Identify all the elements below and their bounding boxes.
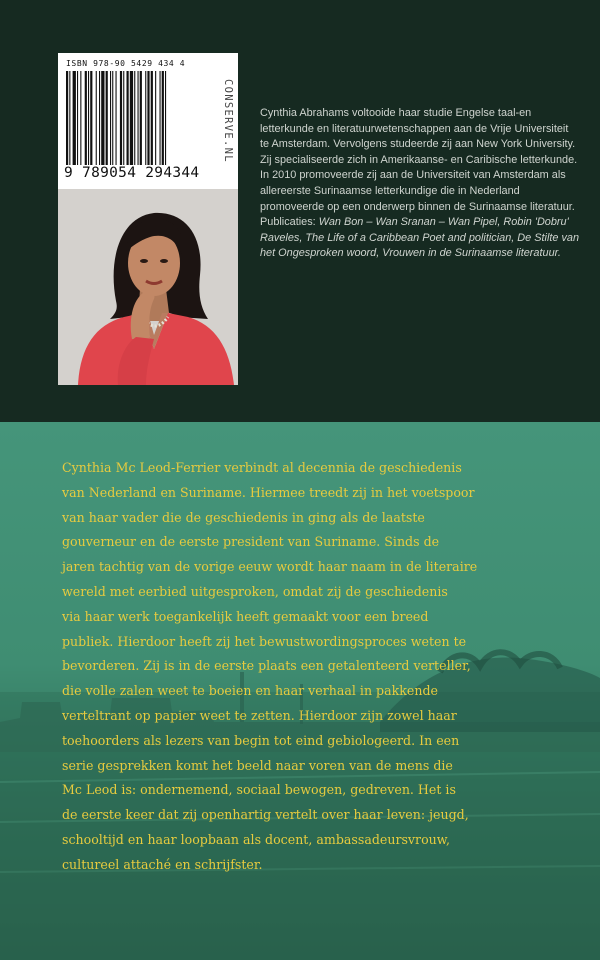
- barcode-bar: [88, 71, 89, 165]
- blurb-line: de eerste keer dat zij openhartig vertelt over haar leven: jeugd,: [62, 807, 469, 823]
- publications-list: Wan Bon – Wan Sranan – Wan Pipel, Robin 'Dobru' Raveles, The Life of a Caribbean Poet and politician, De Stilte van het Ongesproken woord, Vrouwen in de Surinaamse literatuur.: [260, 216, 580, 260]
- barcode-bar: [77, 71, 78, 165]
- blurb-line: cultureel attaché en schrijfster.: [62, 856, 263, 872]
- barcode-bar: [160, 71, 161, 165]
- barcode-bar: [162, 71, 164, 165]
- author-portrait-illustration: [58, 189, 238, 385]
- barcode-bar: [138, 71, 139, 165]
- blurb-line: Cynthia Mc Leod-Ferrier verbindt al decennia de geschiedenis: [62, 460, 462, 475]
- barcode-bar: [165, 71, 166, 165]
- blurb-line: publiek. Hierdoor heeft zij het bewustwordingsproces weten te: [62, 633, 467, 649]
- publications-label: Publicaties:: [260, 216, 316, 229]
- blurb-line: toehoorders als lezers van begin tot eind gebiologeerd. In een: [62, 732, 460, 748]
- author-bio-main: Cynthia Abrahams voltooide haar studie Engelse taal-en letterkunde en literatuurwetenschappen aan de Vrije Universiteit te Amsterdam. Vervolgens studeerde zij aan New York University. Zij specialiseerde zich in Amerikaanse- en Caribische letterkunde. In 2010 promoveerde zij aan de Universiteit van Amsterdam als allereerste Surinaamse letterkundige die in Nederland promoveerde op een onderwerp binnen de Surinaamse literatuur.: [260, 107, 578, 213]
- blurb-line: bevorderen. Zij is in de eerste plaats een getalenteerd verteller,: [62, 658, 471, 674]
- barcode-bar: [101, 71, 104, 165]
- blurb-line: verteltrant op papier weet te zetten. Hierdoor zijn zowel haar: [62, 707, 457, 723]
- barcode-bar: [80, 71, 81, 165]
- barcode-bar: [85, 71, 87, 165]
- barcode-bar: [66, 71, 68, 165]
- barcode-bar: [155, 71, 156, 165]
- author-portrait: [58, 189, 238, 385]
- isbn-barcode: [58, 53, 238, 189]
- book-blurb: [62, 456, 562, 878]
- blurb-line: jaren tachtig van de vorige eeuw wordt haar naam in de literaire: [62, 559, 478, 575]
- barcode-bar: [140, 71, 142, 165]
- back-cover-bottom-panel: [0, 422, 600, 960]
- blurb-line: via haar werk toegankelijk heeft gemaakt voor een breed: [62, 608, 429, 624]
- barcode-bar: [96, 71, 97, 165]
- blurb-paragraph: [62, 456, 562, 878]
- blurb-line: die volle zalen weet te boeien en haar verhaal in pakkende: [62, 683, 438, 699]
- barcode-bar: [99, 71, 100, 165]
- barcode-bar: [145, 71, 146, 165]
- barcode-bar: [120, 71, 122, 165]
- barcode-bar: [123, 71, 124, 165]
- barcode-bars: [66, 71, 200, 165]
- blurb-line: van Nederland en Suriname. Hiermee treedt zij in het voetspoor: [62, 484, 475, 500]
- blurb-line: van haar vader die de geschiedenis in ging als de laatste: [62, 509, 425, 525]
- barcode-bar: [116, 71, 117, 165]
- back-cover-top-panel: [0, 0, 600, 422]
- blurb-line: wereld met eerbied uitgesproken, omdat zij de geschiedenis: [62, 583, 448, 599]
- barcode-bar: [147, 71, 149, 165]
- barcode-bar: [130, 71, 133, 165]
- barcode-bar: [69, 71, 70, 165]
- barcode-bar: [106, 71, 108, 165]
- barcode-bar: [151, 71, 153, 165]
- author-bio-text: [260, 106, 580, 262]
- barcode-bar: [73, 71, 76, 165]
- barcode-bar: [127, 71, 129, 165]
- barcode-bar: [110, 71, 111, 165]
- barcode-bar: [134, 71, 135, 165]
- barcode-digits: 9 789054 294344: [64, 165, 200, 181]
- blurb-line: Mc Leod is: ondernemend, sociaal bewogen, gedreven. Het is: [62, 782, 456, 798]
- author-bio: [260, 106, 580, 262]
- publisher-site-label: CONSERVE.NL: [222, 79, 234, 163]
- barcode-bar: [90, 71, 92, 165]
- blurb-line: schooltijd en haar loopbaan als docent, ambassadeursvrouw,: [62, 831, 451, 847]
- isbn-label: ISBN 978-90 5429 434 4: [66, 59, 186, 68]
- barcode-bar: [112, 71, 113, 165]
- blurb-line: gouverneur en de eerste president van Suriname. Sinds de: [62, 534, 440, 550]
- blurb-line: serie gesprekken komt het beeld naar voren van de mens die: [62, 757, 453, 773]
